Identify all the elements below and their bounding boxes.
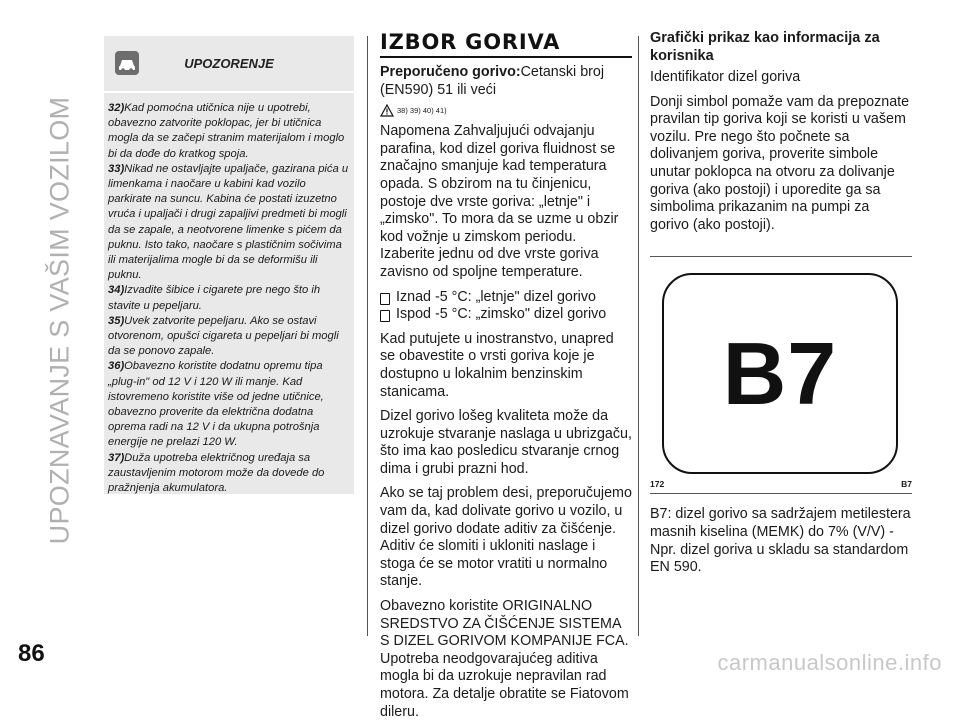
warning-item: 34)Izvadite šibice i cigarete pre nego što ih stavite u pepeljaru. (108, 284, 321, 312)
paragraph: Kad putujete u inostranstvo, unapred se obavestite o vrsti goriva koje je dostupno u lokalnim benzinskim stanicama. (380, 330, 614, 400)
figure-code: B7 (901, 479, 912, 490)
warning-box (104, 36, 354, 494)
fuel-symbol-figure (650, 256, 912, 494)
fuel-identifier-column (650, 30, 912, 584)
subsection-title: Grafički prikaz kao informacija za korisnika (650, 30, 880, 64)
list-item: Ispod -5 °C: „zimsko" dizel gorivo (380, 306, 632, 324)
warning-item: 33)Nikad ne ostavljajte upaljače, gazirana pića u limenkama i naočare u kabini kad vozilo parkirate na suncu. Kabina će postati izuzetno vruća i upaljači i drugi zapaljivi predmeti bi mogli da se zapale, a neotvorene limenke s pićem da puknu. Isto tako, naočare s plastičnim sočivima ili materijalima mogle bi da se deformišu ili puknu. (108, 162, 349, 282)
warning-item: 32)Kad pomoćna utičnica nije u upotrebi, obavezno zatvorite poklopac, jer bi utičnica mogla da se začepi stranim materijalom i moglo bi da dođe do kratkog spoja. (108, 102, 345, 160)
paragraph: Dizel gorivo lošeg kvaliteta može da uzrokuje stvaranje naslaga u ubrizgaču, što ima kao posledicu stvaranje crnog dima i grubi prazni hod. (380, 408, 632, 477)
column-divider (367, 36, 368, 636)
warning-references: 38) 39) 40) 41) (380, 104, 632, 117)
warning-triangle-icon (380, 104, 394, 117)
paragraph: B7: dizel gorivo sa sadržajem metilestera masnih kiselina (MEMK) do 7% (V/V) - Npr. dizel goriva u skladu sa standardom EN 590. (650, 506, 911, 576)
section-side-title: UPOZNAVANJE S VAŠIM VOZILOM (44, 96, 75, 544)
paragraph: Obavezno koristite ORIGINALNO SREDSTVO ZA ČIŠĆENJE SISTEMA S DIZEL GORIVOM KOMPANIJE FCA. Upotreba neodgovarajućeg aditiva mogla bi da uzrokuje nepravilan rad motora. Za detalje obratite se Fiatovom dileru. (380, 598, 629, 720)
checkbox-bullet-icon (380, 293, 390, 305)
warning-item: 35)Uvek zatvorite pepeljaru. Ako se ostavi otvorenom, opušci cigareta u pepeljari bi mogli da se ponovo zapale. (108, 314, 339, 358)
recommended-fuel: Preporučeno gorivo:Cetanski broj (EN590) 51 ili veći (380, 64, 605, 98)
figure-number: 172 (650, 479, 665, 490)
section-title: IZBOR GORIVA (380, 30, 632, 58)
list-item: Iznad -5 °C: „letnje" dizel gorivo (380, 289, 632, 307)
checkbox-bullet-icon (380, 310, 390, 322)
page-number: 86 (18, 640, 45, 667)
warning-body (104, 93, 354, 496)
fuel-symbol-label: B7 (722, 323, 838, 423)
warning-item: 37)Duža upotreba električnog uređaja sa zaustavljenim motorom može da dovede do pražnjenja akumulatora. (108, 451, 325, 495)
subsection-subtitle: Identifikator dizel goriva (650, 69, 801, 85)
fuel-selection-column (380, 30, 632, 728)
paragraph: Donji simbol pomaže vam da prepoznate pravilan tip goriva koji se koristi u vašem vozilu. Pre nego što počnete sa dolivanjem goriva, proverite simbole unutar poklopca na otvoru za dolivanje goriva (ako postoji) i uporedite ga sa simbolima prikazanim na pumpi za gorivo (ako postoji). (650, 93, 910, 233)
paragraph: Napomena Zahvaljujući odvajanju parafina, kod dizel goriva fluidnost se značajno smanjuje kad temperatura opada. S obzirom na tu činjenicu, postoje dve vrste goriva: „letnje" i „zimsko". To mora da se uzme u obzir kod vožnje u zimskom periodu. Izaberite jednu od dve vrste goriva zavisno od spoljne temperature. (380, 123, 619, 280)
warning-item: 36)Obavezno koristite dodatnu opremu tipa „plug-in" od 12 V i 120 W ili manje. Kad istovremeno koristite više od jedne utičnice, obavezno proverite da električna dodatna oprema radi na 12 V i da ukupna potrošnja energije ne prelazi 120 W. (108, 360, 324, 449)
warning-title: UPOZORENJE (184, 56, 274, 71)
site-watermark: carmanualsonline.info (717, 650, 942, 675)
fuel-symbol-box (662, 273, 898, 474)
column-divider (638, 36, 639, 636)
warning-header (104, 36, 354, 93)
paragraph: Ako se taj problem desi, preporučujemo vam da, kad dolivate gorivo u vozilo, u dizel gorivo dodate aditiv za čišćenje. Aditiv će slomiti i ukloniti naslage i stoga će se motor vratiti u normalno stanje. (380, 485, 632, 590)
